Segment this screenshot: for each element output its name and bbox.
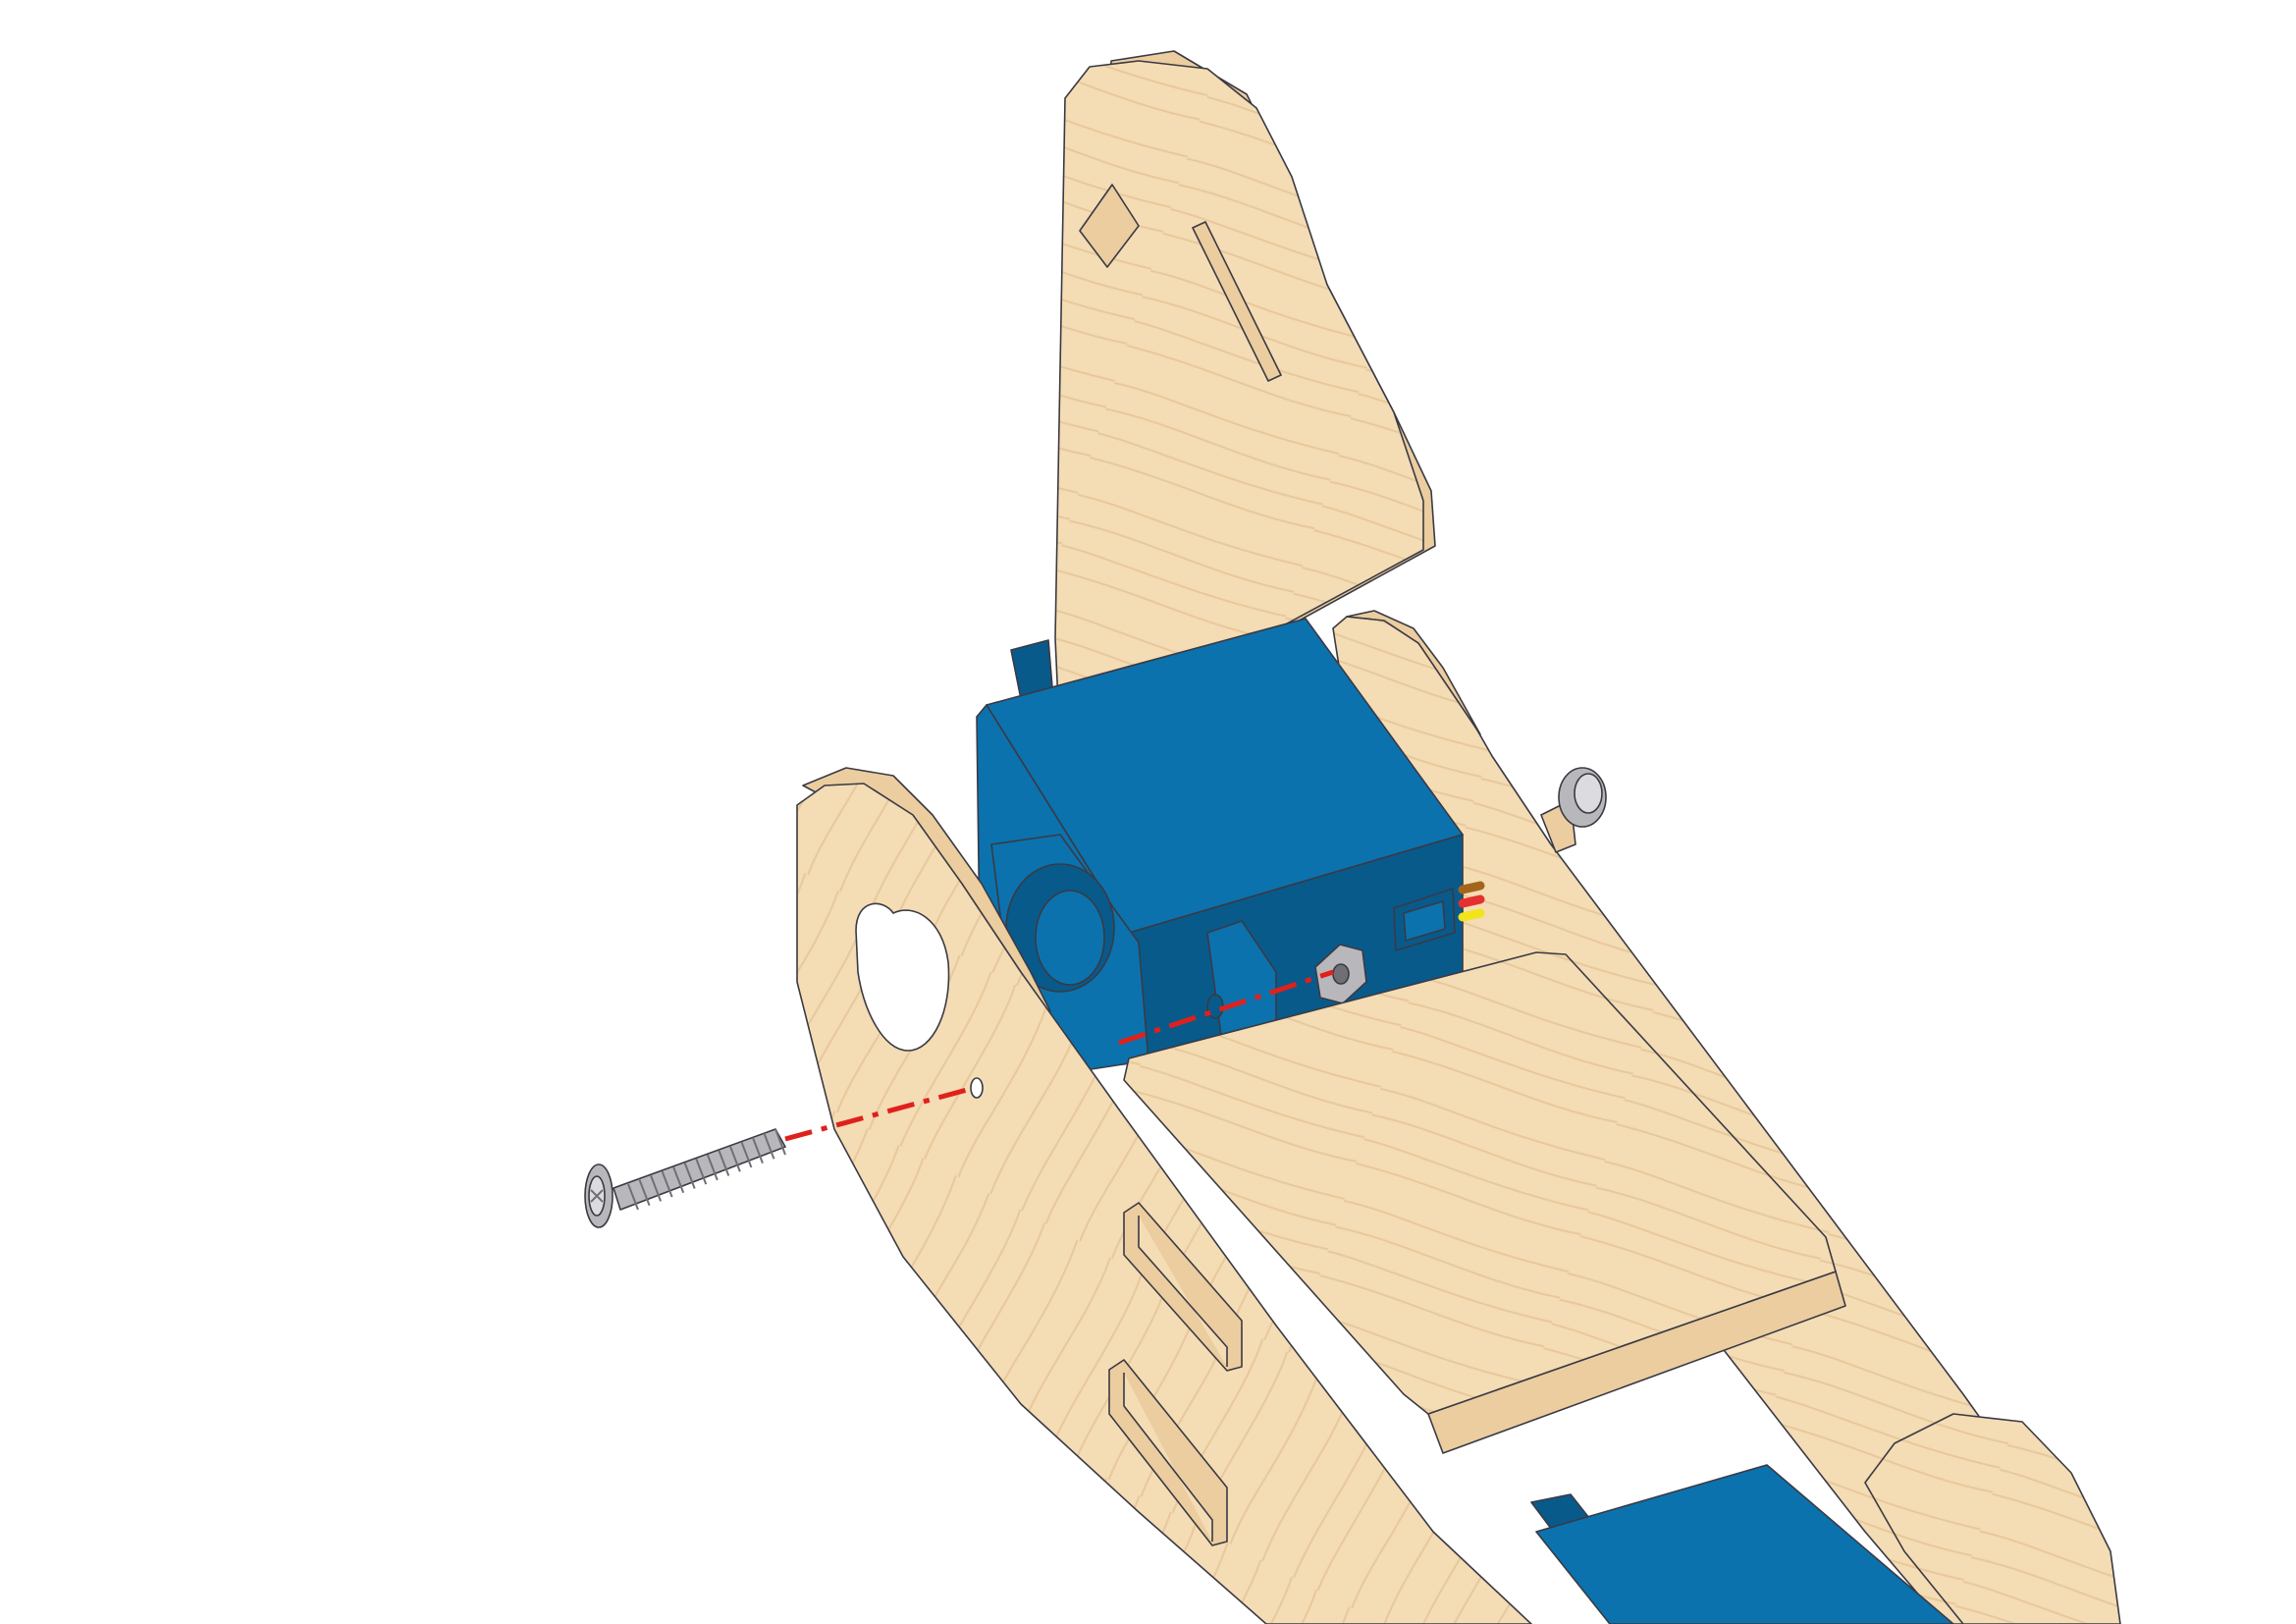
wire-yellow: [1463, 913, 1480, 917]
small-screw-hole: [971, 1078, 983, 1098]
servo-main-horn-cap: [1036, 891, 1104, 985]
bolt-back-face: [1575, 774, 1602, 813]
screw: [585, 1129, 785, 1227]
servo-wires: [1463, 886, 1480, 917]
hex-nut-hole: [1333, 964, 1349, 984]
wire-red: [1463, 899, 1480, 903]
wire-brown: [1463, 886, 1480, 890]
